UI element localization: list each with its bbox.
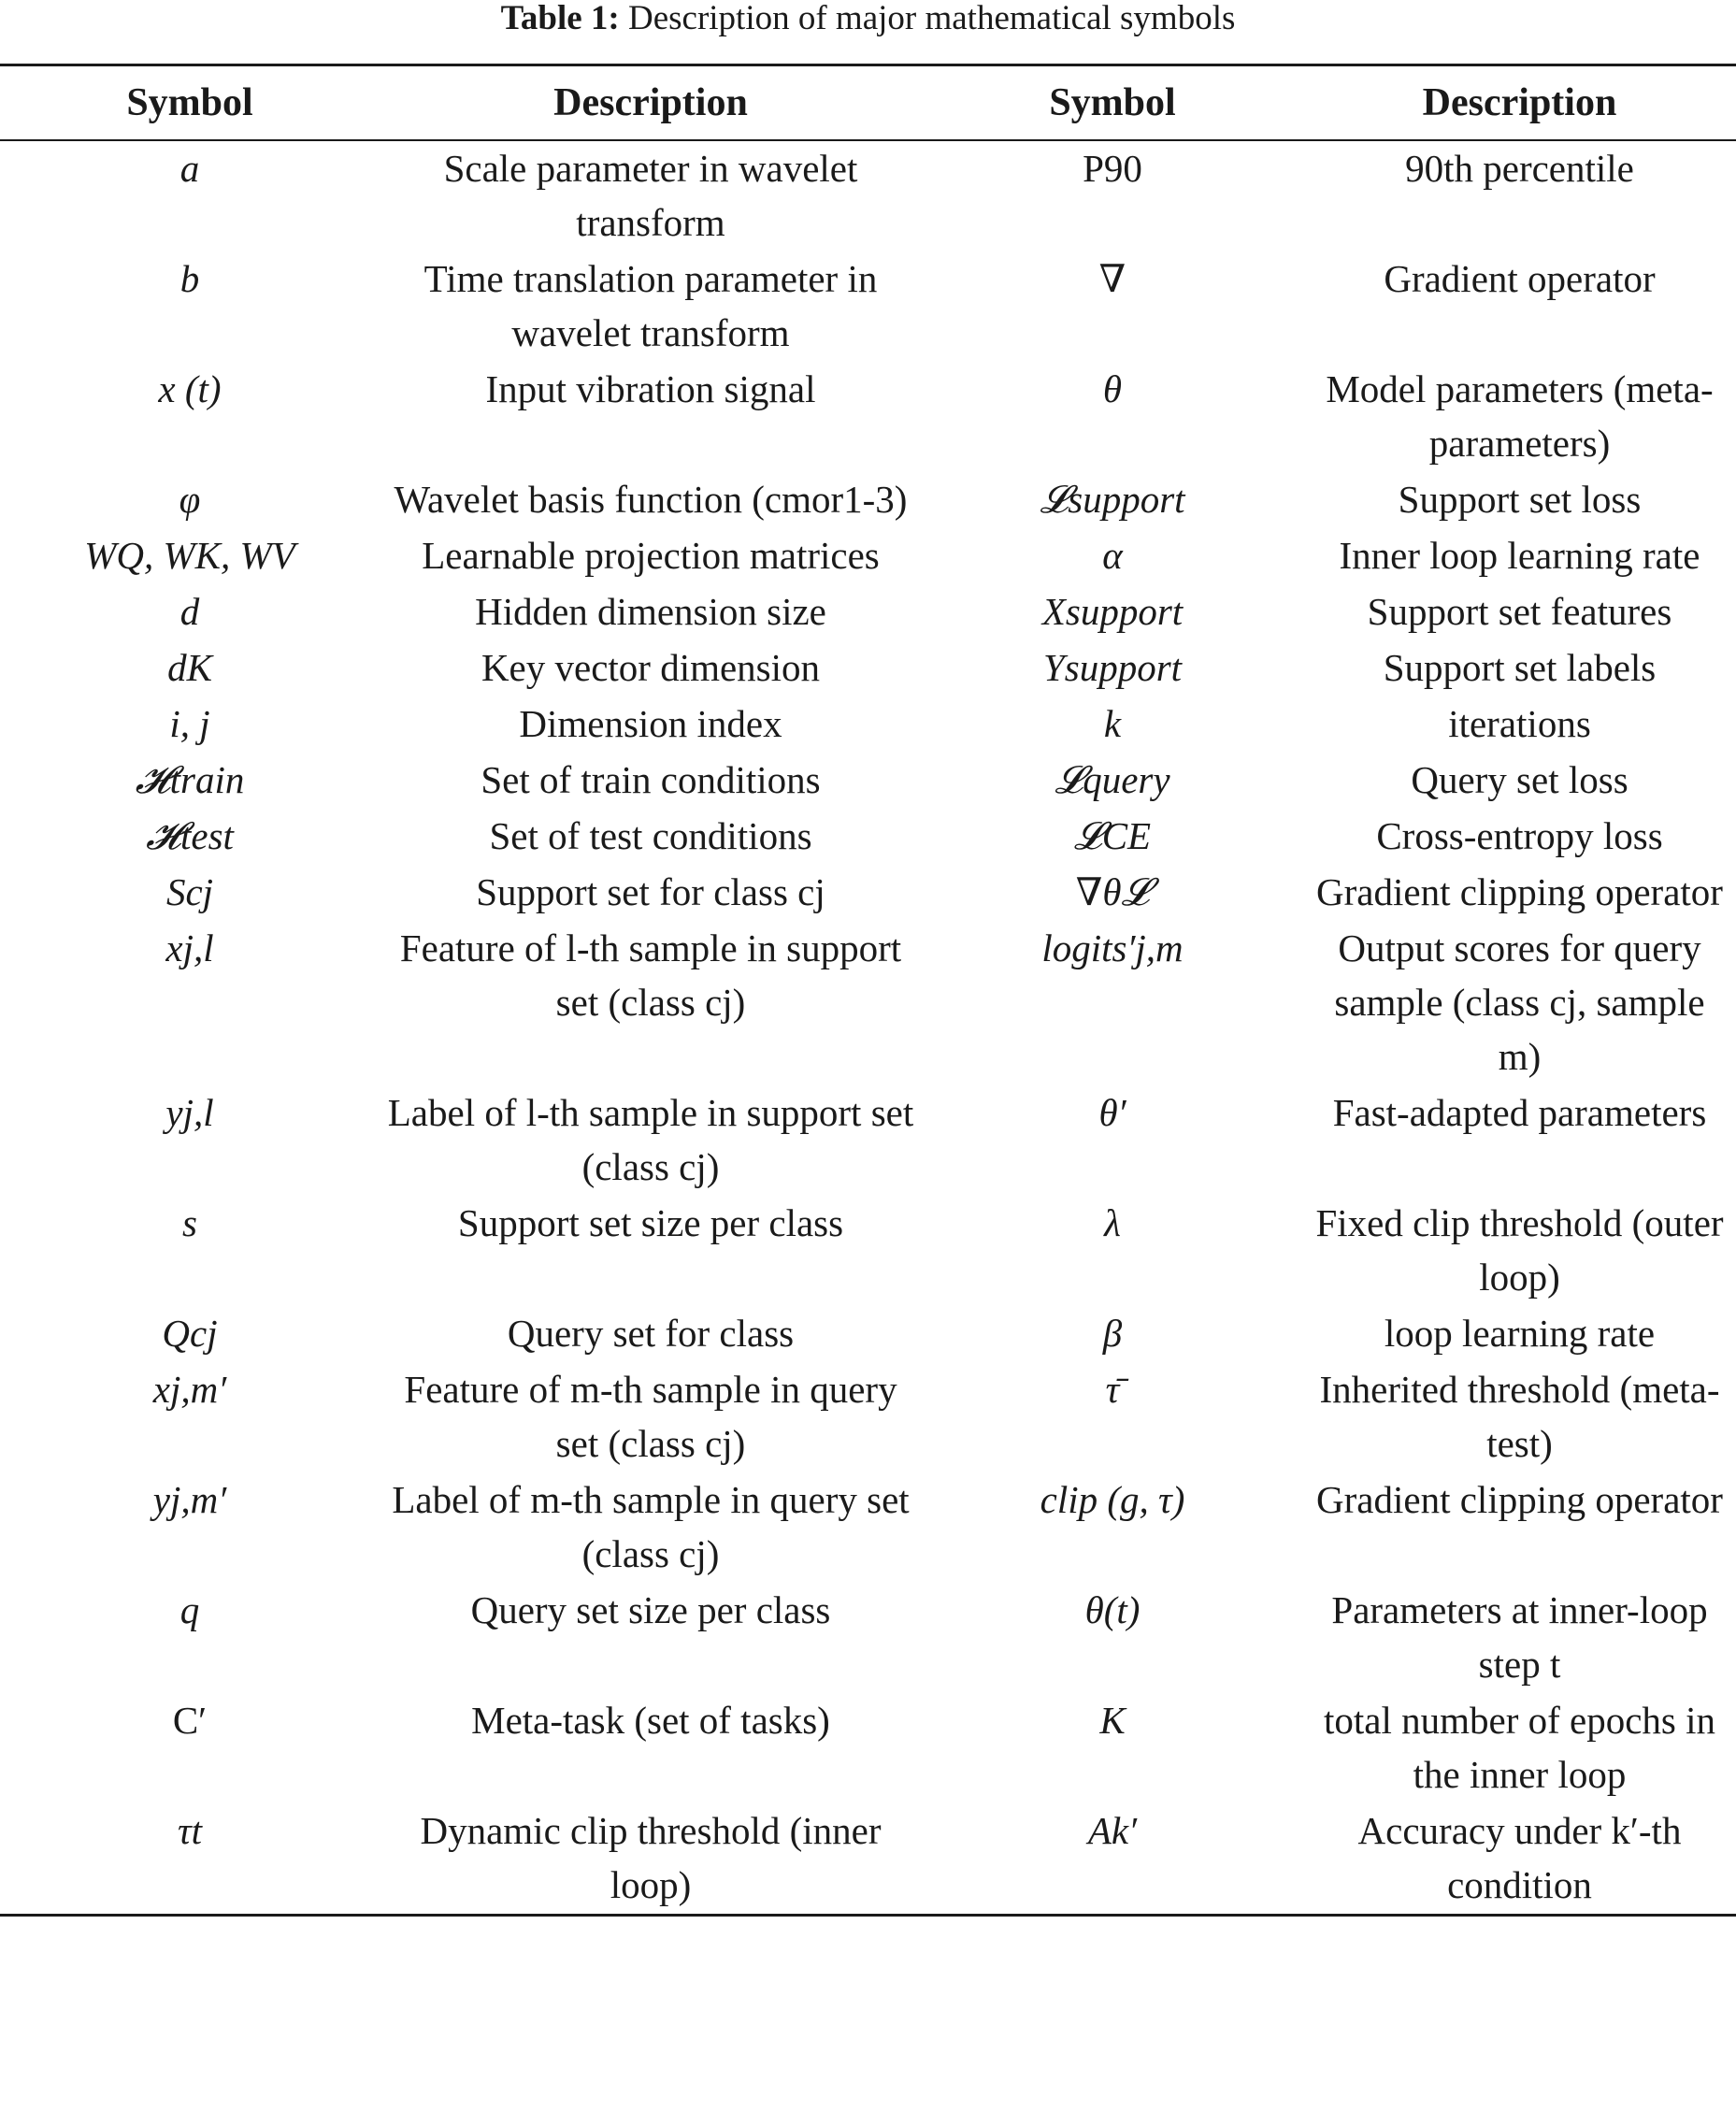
cell-symbol-right: θ′ xyxy=(1098,1091,1126,1134)
cell-description-right: iterations xyxy=(1448,702,1591,745)
cell-symbol-right: λ xyxy=(1104,1201,1121,1244)
table-row xyxy=(0,696,1736,753)
cell-description-left: Feature of m-th sample in query set (class cj) xyxy=(404,1368,897,1465)
cell-symbol-right: τ̄ xyxy=(1105,1368,1120,1411)
table-row xyxy=(0,1085,1736,1196)
cell-description-right: 90th percentile xyxy=(1405,147,1634,190)
cell-symbol-right: clip (g, τ) xyxy=(1040,1478,1185,1521)
header-symbol-left: Symbol xyxy=(126,81,253,124)
cell-description-right: Support set labels xyxy=(1383,646,1657,689)
table-row xyxy=(0,472,1736,528)
cell-symbol-right: K xyxy=(1099,1699,1126,1742)
cell-description-right: Gradient clipping operator xyxy=(1316,870,1723,913)
cell-symbol-left: C′ xyxy=(172,1699,208,1742)
cell-symbol-left: 𝓗test xyxy=(146,814,234,857)
cell-description-left: Time translation parameter in wavelet transform xyxy=(423,257,878,354)
cell-symbol-right: Xsupport xyxy=(1041,590,1184,633)
cell-description-right: Fast-adapted parameters xyxy=(1332,1091,1707,1134)
table-row xyxy=(0,1583,1736,1693)
cell-description-right: Gradient operator xyxy=(1384,257,1656,300)
cell-symbol-right: ∇θ𝓛 xyxy=(1075,870,1150,913)
table-row xyxy=(0,865,1736,921)
cell-description-left: Dynamic clip threshold (inner loop) xyxy=(420,1809,882,1906)
cell-symbol-left: x (t) xyxy=(158,367,222,410)
cell-description-left: Feature of l-th sample in support set (class cj) xyxy=(399,926,902,1024)
cell-symbol-right: Ak′ xyxy=(1087,1809,1138,1852)
cell-symbol-right: β xyxy=(1102,1312,1123,1355)
cell-description-left: Key vector dimension xyxy=(481,646,821,689)
cell-symbol-left: s xyxy=(182,1201,197,1244)
cell-description-left: Hidden dimension size xyxy=(475,590,826,633)
header-description-right: Description xyxy=(1422,81,1617,124)
cell-description-left: Set of test conditions xyxy=(489,814,812,857)
table-row xyxy=(0,1306,1736,1362)
cell-symbol-left: b xyxy=(179,257,200,300)
cell-symbol-left: q xyxy=(179,1588,200,1631)
cell-description-right: total number of epochs in the inner loop xyxy=(1323,1699,1715,1796)
cell-symbol-right: ∇ xyxy=(1098,257,1126,300)
cell-description-left: Support set size per class xyxy=(457,1201,844,1244)
cell-symbol-left: yj,l xyxy=(165,1091,214,1134)
cell-description-right: loop learning rate xyxy=(1384,1312,1656,1355)
table-row xyxy=(0,584,1736,640)
cell-description-left: Scale parameter in wavelet transform xyxy=(443,147,858,244)
cell-description-left: Meta-task (set of tasks) xyxy=(471,1699,830,1742)
cell-description-right: Cross-entropy loss xyxy=(1376,814,1663,857)
table-row xyxy=(0,1196,1736,1306)
table-row xyxy=(0,809,1736,865)
cell-symbol-right: P90 xyxy=(1083,147,1142,190)
cell-description-right: Model parameters (meta-parameters) xyxy=(1326,367,1714,465)
cell-description-right: Inner loop learning rate xyxy=(1339,534,1700,577)
table-row xyxy=(0,1693,1736,1803)
cell-symbol-right: k xyxy=(1103,702,1122,745)
cell-symbol-right: θ(t) xyxy=(1084,1588,1141,1631)
table-caption xyxy=(0,0,1736,37)
cell-description-right: Output scores for query sample (class cj, sample m) xyxy=(1334,926,1705,1078)
table-row xyxy=(0,362,1736,472)
cell-symbol-left: xj,l xyxy=(165,926,214,969)
cell-symbol-left: τt xyxy=(177,1809,203,1852)
cell-symbol-left: a xyxy=(179,147,200,190)
cell-description-left: Input vibration signal xyxy=(485,367,816,410)
cell-symbol-left: d xyxy=(179,590,200,633)
cell-description-left: Support set for class cj xyxy=(476,870,825,913)
cell-symbol-right: logits′j,m xyxy=(1041,926,1184,969)
cell-description-left: Query set size per class xyxy=(470,1588,831,1631)
cell-symbol-right: α xyxy=(1102,534,1123,577)
header-symbol-right: Symbol xyxy=(1049,81,1176,124)
table-row xyxy=(0,921,1736,1085)
cell-description-left: Query set for class xyxy=(507,1312,795,1355)
cell-description-right: Fixed clip threshold (outer loop) xyxy=(1315,1201,1724,1299)
cell-symbol-left: Qcj xyxy=(162,1312,218,1355)
table-row xyxy=(0,1803,1736,1916)
table-row xyxy=(0,528,1736,584)
table-row xyxy=(0,753,1736,809)
cell-symbol-right: 𝓛query xyxy=(1055,758,1170,801)
cell-symbol-left: yj,m′ xyxy=(152,1478,227,1521)
cell-description-right: Inherited threshold (meta-test) xyxy=(1319,1368,1720,1465)
cell-description-right: Parameters at inner-loop step t xyxy=(1331,1588,1708,1686)
cell-symbol-right: 𝓛support xyxy=(1040,478,1185,521)
cell-description-left: Label of m-th sample in query set (class cj) xyxy=(392,1478,910,1575)
cell-symbol-left: WQ, WK, WV xyxy=(84,534,295,577)
cell-description-left: Label of l-th sample in support set (class cj) xyxy=(387,1091,914,1188)
cell-description-right: Gradient clipping operator xyxy=(1316,1478,1723,1521)
table-header-row xyxy=(0,65,1736,141)
cell-symbol-right: θ xyxy=(1102,367,1123,410)
cell-symbol-right: 𝓛CE xyxy=(1073,814,1152,857)
cell-description-left: Wavelet basis function (cmor1-3) xyxy=(394,478,908,521)
table-caption-text: Description of major mathematical symbols xyxy=(627,0,1236,37)
table-row xyxy=(0,140,1736,251)
table-row xyxy=(0,1472,1736,1583)
cell-symbol-left: dK xyxy=(167,646,212,689)
table-row xyxy=(0,251,1736,362)
cell-description-left: Learnable projection matrices xyxy=(422,534,880,577)
symbols-table xyxy=(0,64,1736,1917)
cell-description-right: Support set loss xyxy=(1398,478,1642,521)
table-row xyxy=(0,640,1736,696)
cell-symbol-left: i, j xyxy=(169,702,210,745)
cell-description-left: Set of train conditions xyxy=(481,758,821,801)
cell-description-right: Query set loss xyxy=(1411,758,1628,801)
cell-symbol-left: Scj xyxy=(165,870,214,913)
cell-symbol-left: φ xyxy=(179,478,201,521)
table-caption-label: Table 1: xyxy=(500,0,620,37)
cell-symbol-left: xj,m′ xyxy=(152,1368,227,1411)
header-description-left: Description xyxy=(553,81,748,124)
cell-description-left: Dimension index xyxy=(519,702,782,745)
cell-symbol-left: 𝓗train xyxy=(135,758,245,801)
cell-description-right: Accuracy under k′-th condition xyxy=(1357,1809,1682,1906)
cell-symbol-right: Ysupport xyxy=(1042,646,1183,689)
cell-description-right: Support set features xyxy=(1367,590,1672,633)
table-row xyxy=(0,1362,1736,1472)
